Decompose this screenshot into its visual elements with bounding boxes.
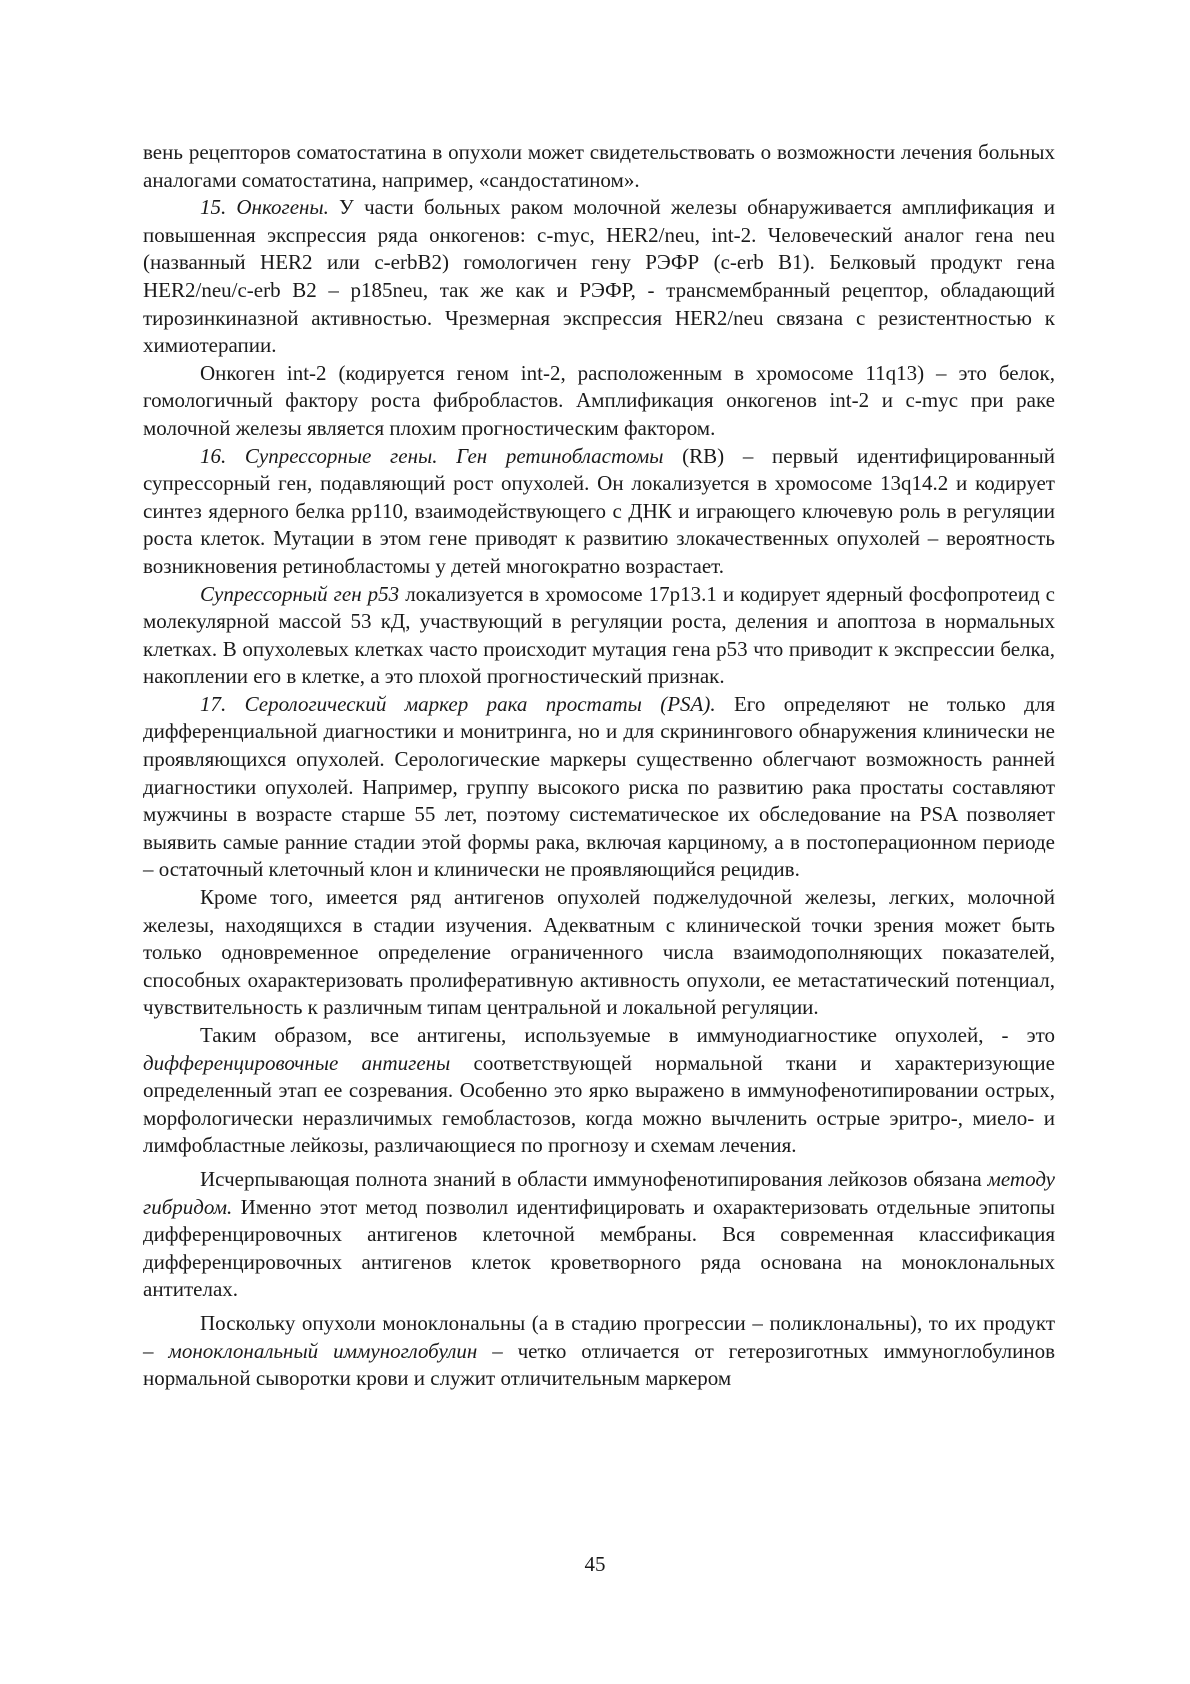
paragraph bbox=[143, 443, 1055, 581]
italic-text-run: 15. Онкогены. bbox=[200, 195, 329, 220]
page-body bbox=[143, 139, 1055, 1393]
text-run: Таким образом, все антигены, используемые в иммунодиагностике опухолей, - это bbox=[200, 1023, 1055, 1047]
text-run: Онкоген int-2 (кодируется геном int-2, расположенным в хромосоме 11q13) – это белок, гомологичный фактору роста фибробластов. Амплификация онкогенов int-2 и c-myc при раке молочной железы является плохим прогностическим фактором. bbox=[143, 360, 1055, 440]
paragraph bbox=[143, 581, 1055, 691]
paragraph bbox=[143, 884, 1055, 1022]
paragraph bbox=[143, 194, 1055, 360]
text-run: Поскольку опухоли моноклональны (а в стадию прогрессии – поликлональны), то их продукт – bbox=[143, 1310, 1055, 1363]
paragraph bbox=[143, 1166, 1055, 1304]
paragraph bbox=[143, 139, 1055, 194]
italic-text-run: моноклональный иммуноглобулин bbox=[168, 1338, 478, 1363]
italic-text-run: дифференцировочные антигены bbox=[143, 1050, 451, 1075]
text-run: – четко отличается от гетерозиготных иммуноглобулинов нормальной сыворотки крови и служит отличительным маркером bbox=[143, 1338, 1056, 1391]
italic-text-run: 16. Супрессорные гены. Ген ретинобластомы bbox=[200, 443, 664, 468]
text-run: соответствующей нормальной ткани и характеризующие определенный этап ее созревания. Особенно это ярко выражено в иммунофенотипировании острых, морфологически неразличимых гемобластозов, когда можно вычленить острые эритро-, миело- и лимфобластные лейкозы, различающиеся по прогнозу и схемам лечения. bbox=[143, 1050, 1055, 1158]
paragraph bbox=[143, 360, 1055, 443]
text-run: Именно этот метод позволил идентифицировать и охарактеризовать отдельные эпитопы дифференцировочных антигенов клеточной мембраны. Вся современная классификация дифференцировочных антигенов клеток кроветворного ряда основана на моноклональных антителах. bbox=[143, 1194, 1055, 1302]
text-run: вень рецепторов соматостатина в опухоли может свидетельствовать о возможности лечения больных аналогами соматостатина, например, «сандостатином». bbox=[143, 140, 1055, 192]
italic-text-run: методу гибридом. bbox=[143, 1166, 1055, 1219]
text-run: Его определяют не только для дифференциальной диагностики и монитринга, но и для скринингового обнаружения клинически не проявляющихся опухолей. Серологические маркеры существенно облегчают возможность ранней диагностики опухолей. Например, группу высокого риска по развитию рака простаты составляют мужчины в возрасте старше 55 лет, поэтому систематическое их обследование на PSA позволяет выявить самые ранние стадии этой формы рака, включая карциному, а в постоперационном периоде – остаточный клеточный клон и клинически не проявляющийся рецидив. bbox=[143, 691, 1055, 882]
text-run: Исчерпывающая полнота знаний в области иммунофенотипирования лейкозов обязана bbox=[200, 1166, 988, 1191]
italic-text-run: Супрессорный ген p53 bbox=[200, 581, 400, 606]
text-run: локализуется в хромосоме 17p13.1 и кодирует ядерный фосфопротеид с молекулярной массой 53 кД, участвующий в регуляции роста, деления и апоптоза в нормальных клетках. В опухолевых клетках часто происходит мутация гена p53 что приводит к экспрессии белка, накоплении его в клетке, а это плохой прогностический признак. bbox=[143, 581, 1055, 689]
italic-text-run: 17. Серологический маркер рака простаты (PSA). bbox=[200, 691, 716, 716]
paragraph bbox=[143, 691, 1055, 884]
text-run: Кроме того, имеется ряд антигенов опухолей поджелудочной железы, легких, молочной железы, находящихся в стадии изучения. Адекватным с клинической точки зрения может быть только одновременное определение ограниченного числа взаимодополняющих показателей, способных охарактеризовать пролиферативную активность опухоли, ее метастатический потенциал, чувствительность к различным типам центральной и локальной регуляции. bbox=[143, 885, 1055, 1020]
paragraph bbox=[143, 1022, 1055, 1160]
text-run: У части больных раком молочной железы обнаруживается амплификация и повышенная экспрессия ряда онкогенов: c-myc, HER2/neu, int-2. Человеческий аналог гена neu (названный HER2 или c-erbB2) гомологичен гену РЭФР (c-erb B1). Белковый продукт гена HER2/neu/c-erb B2 – p185neu, так же как и РЭФР, - трансмембранный рецептор, обладающий тирозинкиназной активностью. Чрезмерная экспрессия HER2/neu связана с резистентностью к химиотерапии. bbox=[143, 195, 1055, 358]
text-run: (RB) – первый идентифицированный супрессорный ген, подавляющий рост опухолей. Он локализуется в хромосоме 13q14.2 и кодирует синтез ядерного белка pp110, взаимодействующего с ДНК и играющего ключевую роль в регуляции роста клеток. Мутации в этом гене приводят к развитию злокачественных опухолей – вероятность возникновения ретинобластомы у детей многократно возрастает. bbox=[143, 443, 1056, 578]
paragraph bbox=[143, 1310, 1055, 1393]
page-number: 45 bbox=[584, 1552, 606, 1576]
